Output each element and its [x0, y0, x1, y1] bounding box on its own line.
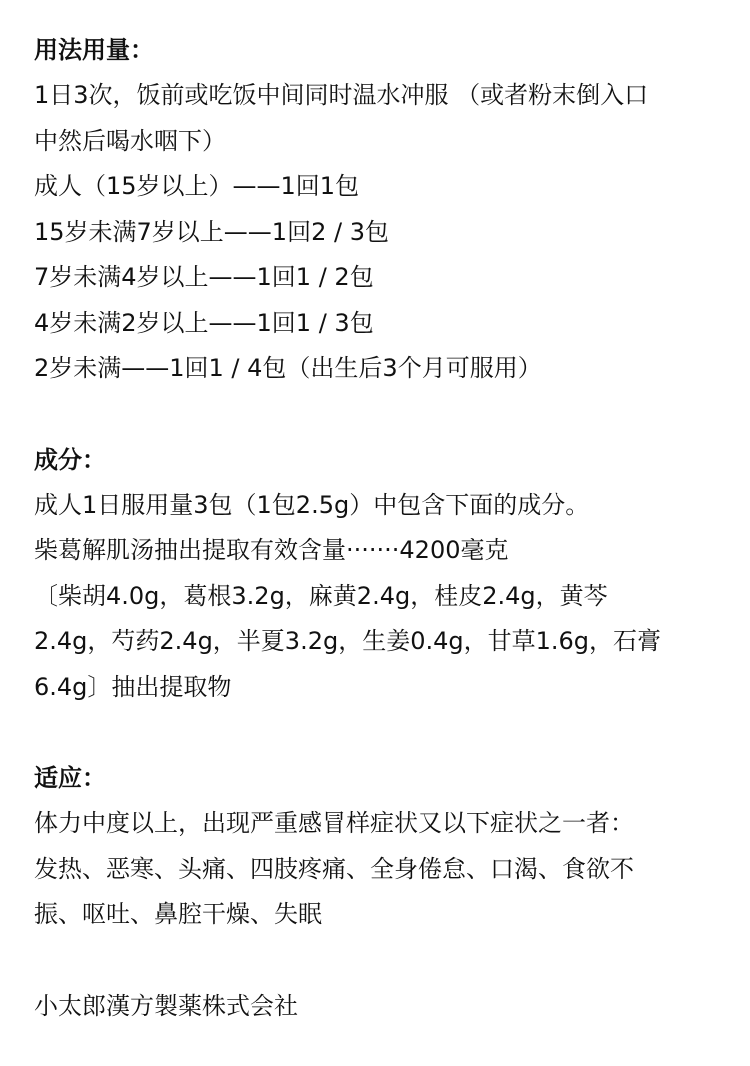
indications-line: 发热、恶寒、头痛、四肢疼痛、全身倦怠、口渴、食欲不	[34, 854, 634, 883]
manufacturer-name: 小太郎漢方製薬株式会社	[34, 991, 298, 1020]
indications-title: 适应：	[34, 764, 106, 792]
usage-line: 15岁未满7岁以上——1回2 / 3包	[34, 217, 389, 246]
document-body	[34, 28, 730, 1029]
indications-section	[34, 756, 730, 938]
ingredients-line: 成人1日服用量3包（1包2.5g）中包含下面的成分。	[34, 490, 590, 519]
usage-line: 4岁未满2岁以上——1回1 / 3包	[34, 308, 374, 337]
usage-title: 用法用量：	[34, 36, 154, 64]
indications-line: 体力中度以上，出现严重感冒样症状又以下症状之一者：	[34, 809, 634, 837]
section-spacer	[34, 938, 730, 984]
usage-line: 7岁未满4岁以上——1回1 / 2包	[34, 263, 374, 291]
section-spacer	[34, 392, 730, 438]
ingredients-line: 〔柴胡4.0g，葛根3.2g，麻黄2.4g，桂皮2.4g，黄芩	[34, 581, 608, 610]
usage-section	[34, 28, 730, 392]
usage-line: 中然后喝水咽下）	[34, 126, 226, 155]
usage-line: 1日3次，饭前或吃饭中间同时温水冲服 （或者粉末倒入口	[34, 81, 649, 109]
ingredients-line: 柴葛解肌汤抽出提取有效含量·······4200毫克	[34, 536, 509, 564]
ingredients-section	[34, 438, 730, 711]
usage-line: 成人（15岁以上）——1回1包	[34, 172, 360, 200]
ingredients-title: 成分：	[34, 445, 106, 474]
ingredients-line: 2.4g，芍药2.4g，半夏3.2g，生姜0.4g，甘草1.6g，石膏	[34, 627, 662, 655]
ingredients-line: 6.4g〕抽出提取物	[34, 672, 232, 701]
indications-line: 振、呕吐、鼻腔干燥、失眠	[34, 900, 322, 928]
section-spacer	[34, 710, 730, 756]
usage-line: 2岁未满——1回1 / 4包（出生后3个月可服用）	[34, 354, 542, 382]
